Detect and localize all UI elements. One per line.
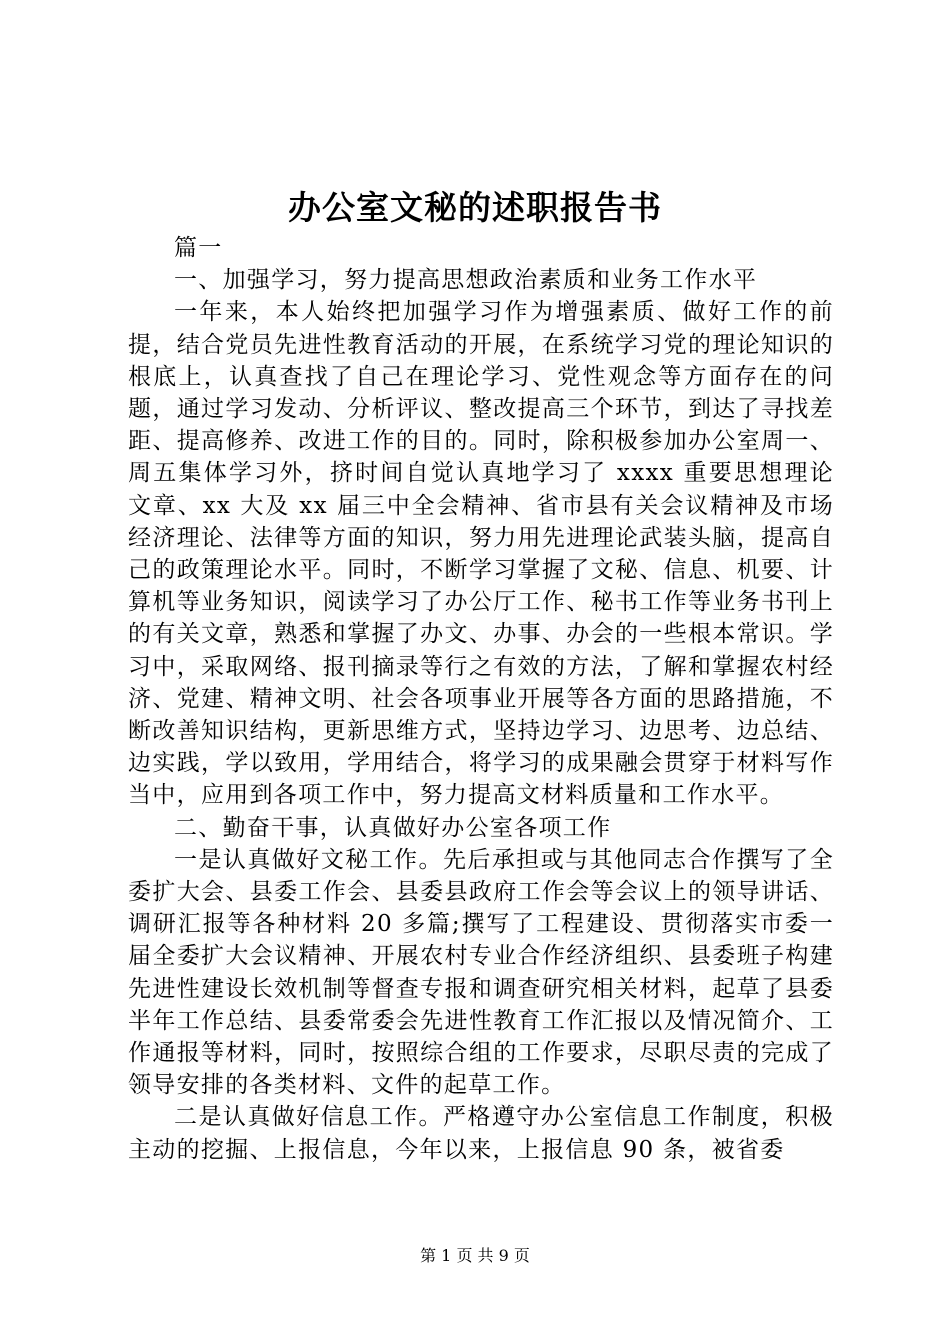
section-heading-2: 二、勤奋干事，认真做好办公室各项工作 <box>174 814 612 841</box>
body-paragraph-3: 二是认真做好信息工作。严格遵守办公室信息工作制度，积极主动的挖掘、上报信息，今年以来，上报信息 90 条，被省委 <box>128 1104 834 1163</box>
body-paragraph-2: 一是认真做好文秘工作。先后承担或与其他同志合作撰写了全委扩大会、县委工作会、县委县政府工作会等会议上的领导讲话、调研汇报等各种材料 20 多篇;撰写了工程建设、贯彻落实市委一届全委扩大会议精神、开展农村专业合作经济组织、县委班子构建先进性建设长效机制等督查专报和调查研究相关材料，起草了县委半年工作总结、县委常委会先进性教育工作汇报以及情况简介、工作通报等材料，同时，按照综合组的工作要求，尽职尽责的完成了领导安排的各类材料、文件的起草工作。 <box>128 846 834 1099</box>
section-label: 篇一 <box>174 235 223 261</box>
body-paragraph-1: 一年来，本人始终把加强学习作为增强素质、做好工作的前提，结合党员先进性教育活动的开展，在系统学习党的理论知识的根底上，认真查找了自己在理论学习、党性观念等方面存在的问题，通过学习发动、分析评议、整改提高三个环节，到达了寻找差距、提高修养、改进工作的目的。同时，除积极参加办公室周一、周五集体学习外，挤时间自觉认真地学习了 xxxx 重要思想理论文章、xx 大及 xx 届三中全会精神、省市县有关会议精神及市场经济理论、法律等方面的知识，努力用先进理论武装头脑，提高自己的政策理论水平。同时，不断学习掌握了文秘、信息、机要、计算机等业务知识，阅读学习了办公厅工作、秘书工作等业务书刊上的有关文章，熟悉和掌握了办文、办事、办会的一些根本常识。学习中，采取网络、报刊摘录等行之有效的方法，了解和掌握农村经济、党建、精神文明、社会各项事业开展等各方面的思路措施，不断改善知识结构，更新思维方式，坚持边学习、边思考、边总结、边实践，学以致用，学用结合，将学习的成果融会贯穿于材料写作当中，应用到各项工作中，努力提高文材料质量和工作水平。 <box>128 299 834 809</box>
page-footer: 第 1 页 共 9 页 <box>420 1246 530 1265</box>
document-title: 办公室文秘的述职报告书 <box>288 188 662 227</box>
document-body <box>128 232 834 1166</box>
section-heading-1: 一、加强学习，努力提高思想政治素质和业务工作水平 <box>174 267 758 294</box>
